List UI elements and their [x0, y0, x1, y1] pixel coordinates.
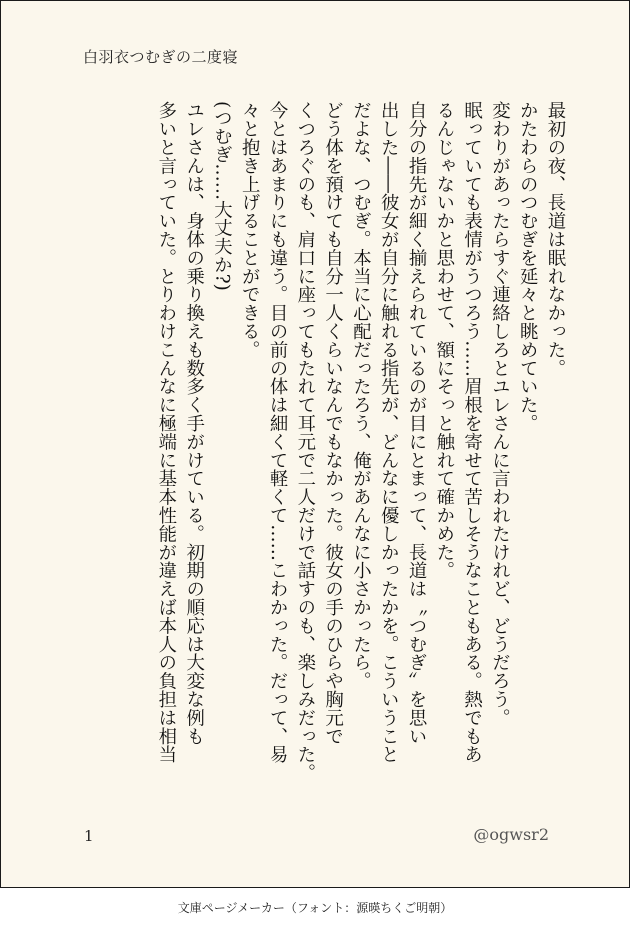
- body-line: 出した――彼女が自分に触れる指先が、どんなに優しかったかを。こういうこと: [378, 101, 400, 764]
- body-line: 眠っていても表情がうつろう……眉根を寄せて苦しそうなこともある。熱でもあ: [461, 101, 483, 764]
- page-number: 1: [84, 827, 94, 845]
- body-line: 今とはあまりにも違う。目の前の体は細くて軽くて……こわかった。だって、易: [267, 101, 289, 764]
- body-line: 自分の指先が細く揃えられているのが目にとまって、長道は〝つむぎ〟を思い: [406, 101, 428, 745]
- footer-credit: 文庫ページメーカー（フォント：源暎ちくご明朝）: [177, 901, 453, 915]
- body-line: (つむぎ……大丈夫か?): [211, 101, 233, 291]
- body-text: [79, 101, 569, 801]
- body-line: ユレさんは、身体の乗り換えも数多く手がけている。初期の順応は大変な例も: [183, 101, 205, 745]
- body-line: どう体を預けても自分一人くらいなんでもなかった。彼女の手のひらや胸元で: [322, 101, 344, 745]
- body-line: 々と抱き上げることができる。: [239, 101, 261, 359]
- body-line: るんじゃないかと思わせて、額にそっと触れて確かめた。: [433, 101, 455, 580]
- body-line: だよな、つむぎ。本当に心配だったろう、俺があんなに小さかったら。: [350, 101, 372, 690]
- book-title: 白羽衣つむぎの二度寝: [83, 48, 239, 66]
- author-handle: @ogwsr2: [473, 825, 549, 844]
- body-line: かたわらのつむぎを延々と眺めていた。: [517, 101, 539, 433]
- body-line: 最初の夜、長道は眠れなかった。: [545, 101, 566, 377]
- body-line: 多いと言っていた。とりわけこんなに極端に基本性能が違えば本人の負担は相当: [155, 101, 177, 764]
- body-line: 変わりがあったらすぐ連絡しろとユレさんに言われたけれど、どうだろう。: [489, 101, 511, 727]
- body-line: くつろぐのも、肩口に座ってもたれて耳元で二人だけで話すのも、楽しみだった。: [294, 101, 316, 782]
